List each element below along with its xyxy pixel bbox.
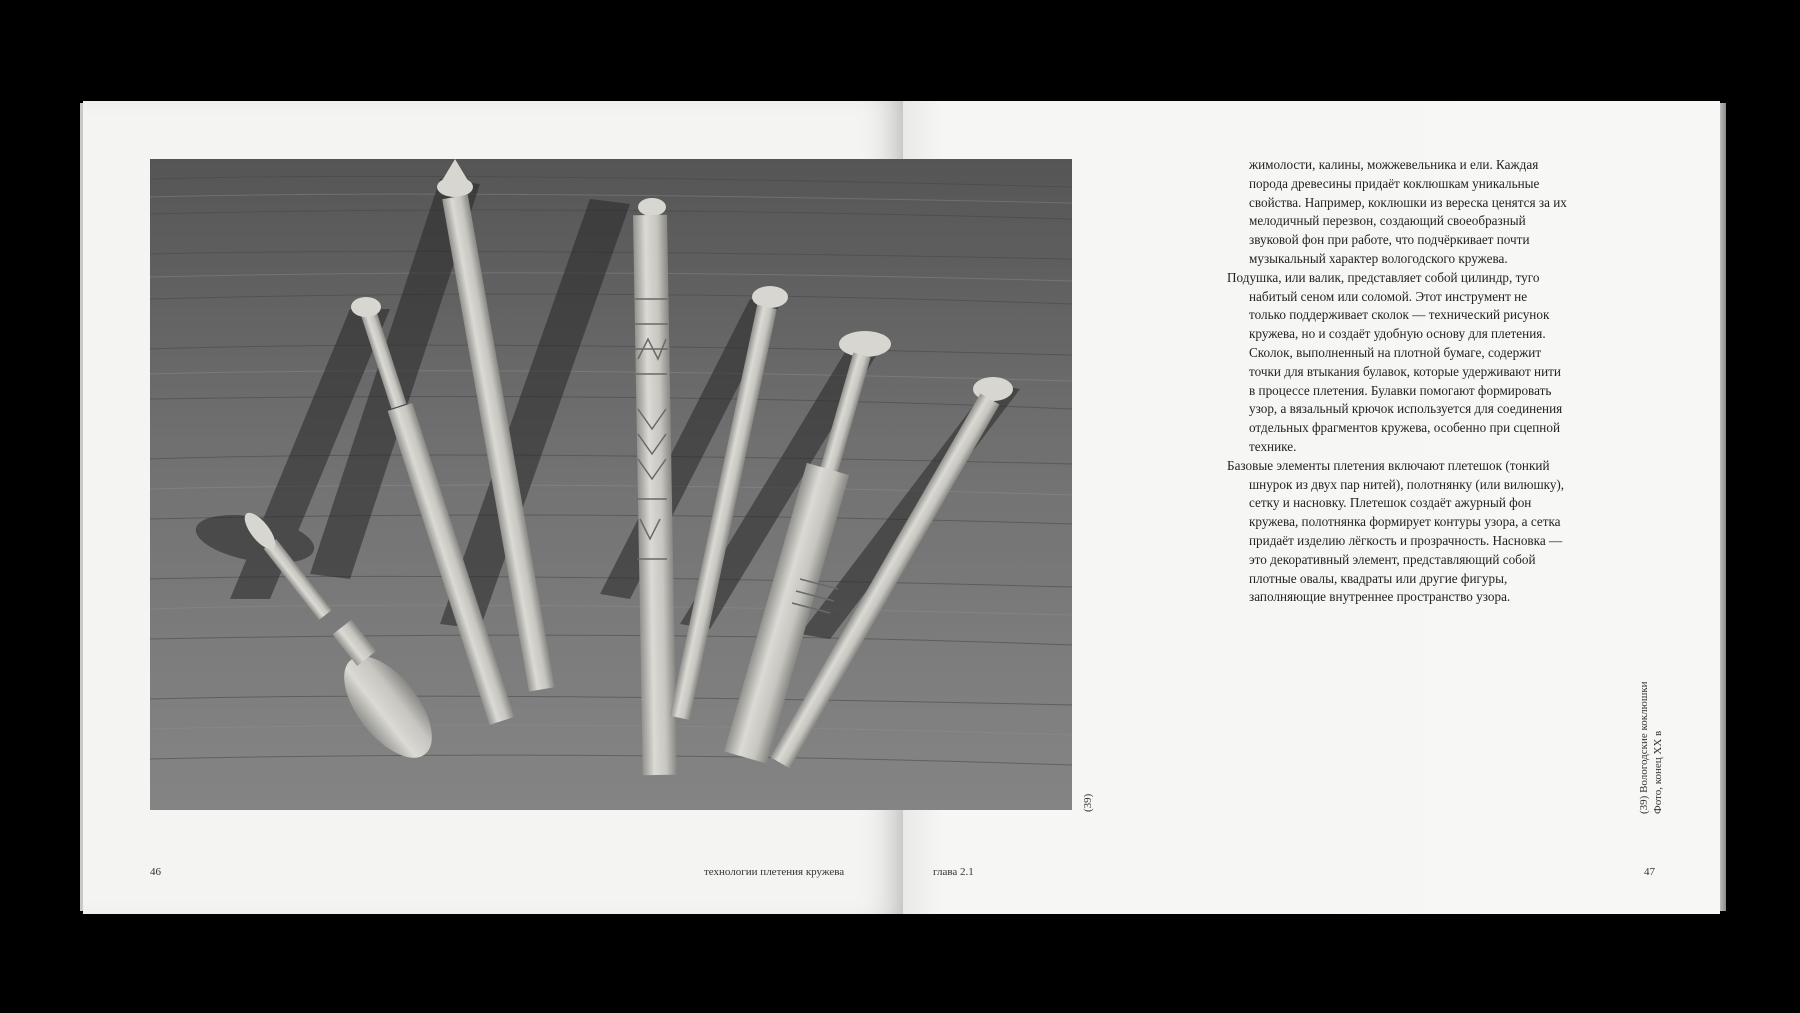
right-page-edge xyxy=(1720,103,1726,911)
paragraph-3: Базовые элементы плетения включают плетешок (тонкий шнурок из двух пар нитей), полотнянку (или вилюшку), сетку и насновку. Плетешок создаёт ажурный фон кружева, полотнянка формирует контуры узора, а сетка придаёт изделию лёгкость и прозрачность. Насновка — это декоративный элемент, представляющий собой плотные овалы, квадраты или другие фигуры, заполняющие внутреннее пространство узора. xyxy=(1227,457,1565,605)
chapter-label: глава 2.1 xyxy=(933,866,974,878)
page-number-right: 47 xyxy=(1644,866,1655,878)
body-text xyxy=(1227,156,1567,607)
photo-reference-number: (39) xyxy=(1082,793,1094,812)
paragraph-1: жимолости, калины, можжевельника и ели. Каждая порода древесины придаёт коклюшкам уникальные свойства. Например, коклюшки из вереска ценятся за их мелодичный перезвон, создающий своеобразный звуковой фон при работе, что подчёркивает почти музыкальный характер вологодского кружева. xyxy=(1249,157,1567,266)
page-number-left: 46 xyxy=(150,866,161,878)
photo-caption-line2: Фото, конец XX в xyxy=(1652,730,1664,814)
photo-caption-line1: (39) Вологодские коклюшки xyxy=(1638,681,1650,814)
photo-illustration xyxy=(150,159,1072,810)
photo-caption xyxy=(1637,681,1665,814)
bobbins-photograph xyxy=(150,159,1072,810)
paragraph-2: Подушка, или валик, представляет собой цилиндр, туго набитый сеном или соломой. Этот инструмент не только поддерживает сколок — технический рисунок кружева, но и создаёт удобную основу для плетения. Сколок, выполненный на плотной бумаге, содержит точки для втыкания булавок, которые удерживают нити в процессе плетения. Булавки помогают формировать узор, а вязальный крючок используется для соединения отдельных фрагментов кружева, особенно при сцепной технике. xyxy=(1227,269,1563,454)
running-title: технологии плетения кружева xyxy=(704,866,845,878)
left-page-edge xyxy=(80,103,83,911)
